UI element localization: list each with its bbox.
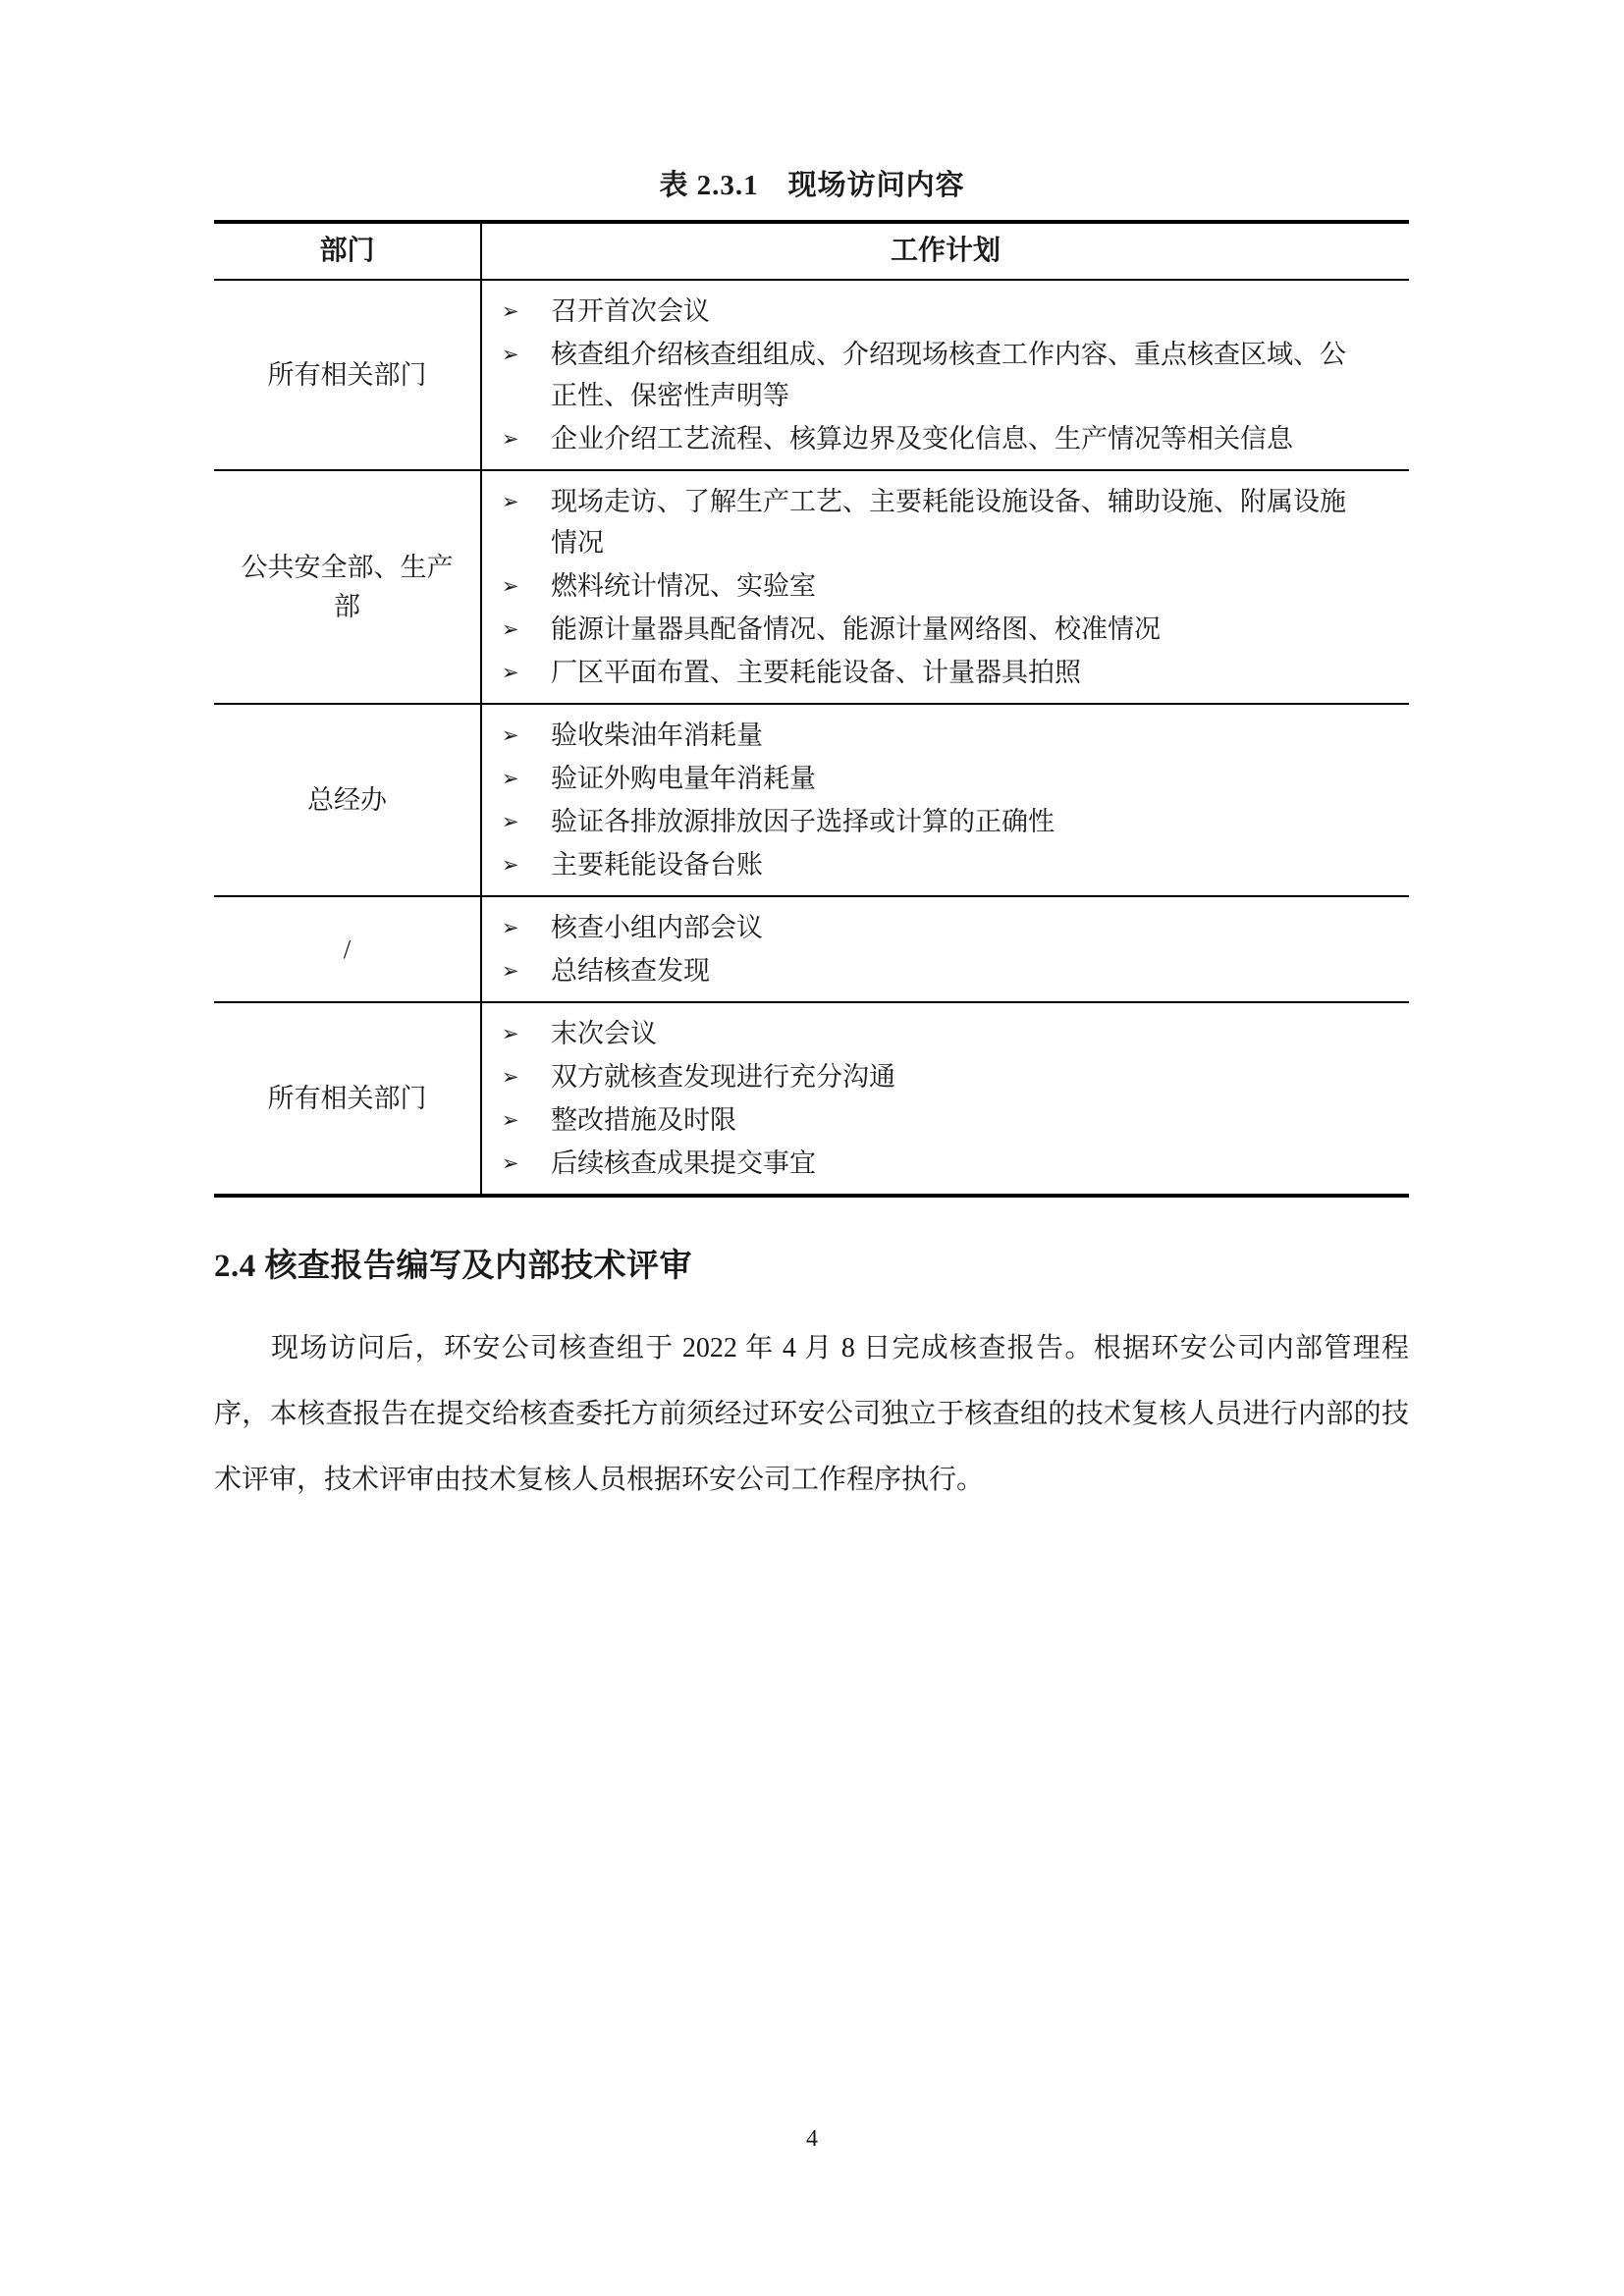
- list-item: [496, 715, 1409, 756]
- arrow-bullet-icon: ➢: [502, 767, 519, 790]
- plan-cell: [481, 470, 1409, 704]
- section-heading: 2.4 核查报告编写及内部技术评审: [214, 1249, 692, 1284]
- plan-cell: [481, 704, 1409, 896]
- list-item-text: 总结核查发现: [551, 956, 710, 986]
- list-item-text: 双方就核查发现进行充分沟通: [551, 1062, 895, 1092]
- list-item-text: 验证外购电量年消耗量: [551, 764, 816, 793]
- list-item-text: 能源计量器具配备情况、能源计量网络图、校准情况: [551, 614, 1161, 644]
- list-item: [496, 1013, 1409, 1054]
- table-row: [214, 704, 1409, 896]
- arrow-bullet-icon: ➢: [502, 661, 519, 684]
- arrow-bullet-icon: ➢: [502, 1065, 519, 1089]
- list-item-text: 燃料统计情况、实验室: [551, 571, 816, 601]
- list-item-text: 验收柴油年消耗量: [551, 721, 763, 750]
- table-title: 表 2.3.1 现场访问内容: [659, 170, 965, 201]
- list-item: [496, 334, 1409, 416]
- arrow-bullet-icon: ➢: [502, 723, 519, 747]
- arrow-bullet-icon: ➢: [502, 299, 519, 323]
- site-visit-table: [214, 220, 1409, 1198]
- list-item: [496, 1143, 1409, 1184]
- list-item-text: 厂区平面布置、主要耗能设备、计量器具拍照: [551, 658, 1081, 687]
- list-item: [496, 758, 1409, 799]
- table-row: [214, 280, 1409, 470]
- list-item: [496, 481, 1409, 563]
- list-item: [496, 1099, 1409, 1141]
- list-item-text: 整改措施及时限: [551, 1105, 736, 1135]
- department-cell: 公共安全部、生产部: [214, 470, 481, 704]
- page-number: 4: [806, 2126, 818, 2152]
- header-work-plan: 工作计划: [481, 222, 1409, 280]
- list-item: [496, 565, 1409, 607]
- arrow-bullet-icon: ➢: [502, 853, 519, 877]
- list-item-text: 主要耗能设备台账: [551, 850, 763, 880]
- list-item: [496, 907, 1409, 948]
- list-item: [496, 652, 1409, 693]
- department-cell: /: [214, 896, 481, 1002]
- list-item-text: 末次会议: [551, 1019, 657, 1048]
- department-cell: 所有相关部门: [214, 1002, 481, 1196]
- list-item-text: 核查小组内部会议: [551, 913, 763, 942]
- arrow-bullet-icon: ➢: [502, 916, 519, 939]
- arrow-bullet-icon: ➢: [502, 959, 519, 983]
- list-item-text: 召开首次会议: [551, 296, 710, 326]
- plan-cell: [481, 896, 1409, 1002]
- list-item-text: 验证各排放源排放因子选择或计算的正确性: [551, 807, 1055, 836]
- arrow-bullet-icon: ➢: [502, 617, 519, 641]
- plan-cell: [481, 1002, 1409, 1196]
- table-row: [214, 1002, 1409, 1196]
- header-department: 部门: [214, 222, 481, 280]
- list-item: [496, 844, 1409, 885]
- list-item: [496, 291, 1409, 332]
- arrow-bullet-icon: ➢: [502, 490, 519, 513]
- body-paragraph: 现场访问后，环安公司核查组于 2022 年 4 月 8 日完成核查报告。根据环安公司内部管理程序，本核查报告在提交给核查委托方前须经过环安公司独立于核查组的技术复核人员进行内部的技术评审，技术评审由技术复核人员根据环安公司工作程序执行。: [214, 1333, 1409, 1495]
- list-item: [496, 609, 1409, 650]
- arrow-bullet-icon: ➢: [502, 1022, 519, 1045]
- arrow-bullet-icon: ➢: [502, 810, 519, 833]
- list-item: [496, 801, 1409, 842]
- list-item-text: 后续核查成果提交事宜: [551, 1148, 816, 1178]
- list-item: [496, 950, 1409, 991]
- arrow-bullet-icon: ➢: [502, 343, 519, 366]
- list-item: [496, 1056, 1409, 1097]
- plan-cell: [481, 280, 1409, 470]
- table-header-row: [214, 222, 1409, 280]
- department-cell: 所有相关部门: [214, 280, 481, 470]
- table-row: [214, 896, 1409, 1002]
- arrow-bullet-icon: ➢: [502, 1151, 519, 1175]
- list-item-text: 核查组介绍核查组组成、介绍现场核查工作内容、重点核查区域、公正性、保密性声明等: [551, 340, 1346, 410]
- department-cell: 总经办: [214, 704, 481, 896]
- list-item-text: 企业介绍工艺流程、核算边界及变化信息、生产情况等相关信息: [551, 424, 1293, 454]
- list-item-text: 现场走访、了解生产工艺、主要耗能设施设备、辅助设施、附属设施情况: [551, 487, 1346, 558]
- arrow-bullet-icon: ➢: [502, 427, 519, 451]
- arrow-bullet-icon: ➢: [502, 1108, 519, 1132]
- table-row: [214, 470, 1409, 704]
- list-item: [496, 418, 1409, 459]
- arrow-bullet-icon: ➢: [502, 574, 519, 598]
